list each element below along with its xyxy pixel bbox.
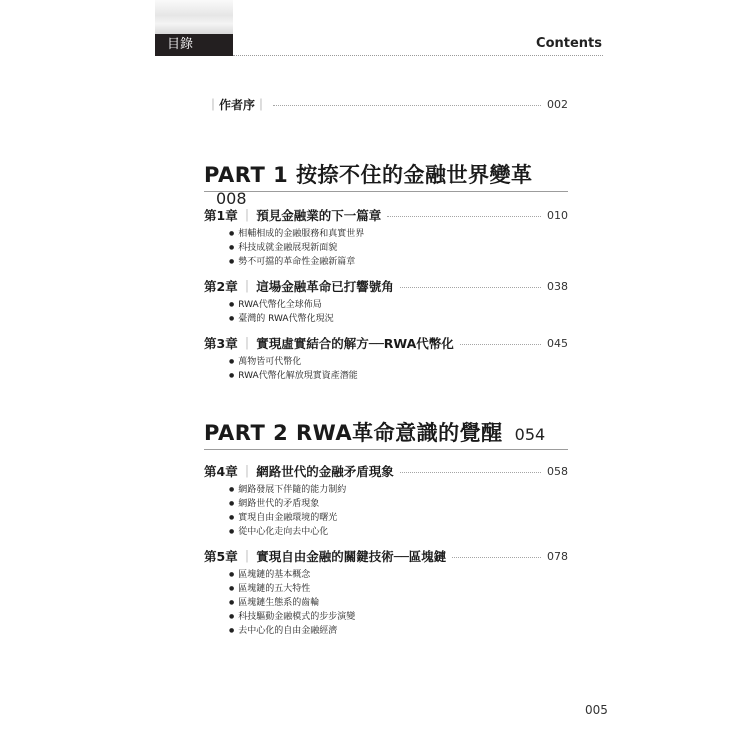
part-title: PART 1 按捺不住的金融世界變革 bbox=[204, 163, 533, 187]
part-page: 054 bbox=[514, 425, 546, 444]
chapter-number: 第4章 bbox=[204, 464, 238, 479]
chapter-title: 預見金融業的下一篇章 bbox=[256, 208, 382, 223]
chapter-heading: 第2章 ｜ 這場金融革命已打響號角 bbox=[204, 279, 394, 294]
header-decoration bbox=[155, 0, 233, 34]
dot-leader bbox=[460, 344, 541, 345]
chapter-number: 第2章 bbox=[204, 279, 238, 294]
section-item: ● 從中心化走向去中心化 bbox=[229, 524, 328, 537]
header-dotted-rule bbox=[233, 55, 603, 56]
section-item: ● 網路發展下伴隨的能力制約 bbox=[229, 482, 346, 495]
section-item: ● 勢不可擋的革命性金融新篇章 bbox=[229, 254, 355, 267]
chapter-entry-4[interactable] bbox=[204, 462, 568, 480]
dot-leader bbox=[400, 472, 541, 473]
section-item: ● 科技成就金融展現新面貌 bbox=[229, 240, 337, 253]
dot-leader bbox=[273, 105, 541, 106]
chapter-page: 038 bbox=[547, 279, 568, 293]
chapter-title: 實現自由金融的關鍵技術──區塊鏈 bbox=[256, 549, 447, 564]
chapter-page: 058 bbox=[547, 464, 568, 478]
contents-label: Contents bbox=[536, 36, 602, 51]
section-item: ● RWA代幣化全球佈局 bbox=[229, 297, 322, 310]
part-page: 008 bbox=[216, 189, 247, 208]
chapter-number: 第1章 bbox=[204, 208, 238, 223]
chapter-title: 實現虛實結合的解方──RWA代幣化 bbox=[256, 336, 454, 351]
chapter-entry-5[interactable] bbox=[204, 547, 568, 565]
chapter-title: 網路世代的金融矛盾現象 bbox=[256, 464, 394, 479]
chapter-entry-2[interactable] bbox=[204, 277, 568, 295]
section-item: ● 相輔相成的金融服務和真實世界 bbox=[229, 226, 364, 239]
page-number: 005 bbox=[585, 703, 608, 717]
section-item: ● 萬物皆可代幣化 bbox=[229, 354, 301, 367]
section-item: ● 臺灣的 RWA代幣化現況 bbox=[229, 311, 334, 324]
toc-tab-label: 目錄 bbox=[155, 34, 233, 56]
preface-entry[interactable] bbox=[207, 95, 568, 113]
chapter-page: 078 bbox=[547, 549, 568, 563]
chapter-title: 這場金融革命已打響號角 bbox=[256, 279, 394, 294]
part-title: PART 2 RWA革命意識的覺醒 bbox=[204, 421, 503, 445]
chapter-number: 第5章 bbox=[204, 549, 238, 564]
chapter-entry-1[interactable] bbox=[204, 206, 568, 224]
section-item: ● 區塊鏈的五大特性 bbox=[229, 581, 310, 594]
chapter-page: 045 bbox=[547, 336, 568, 350]
chapter-heading: 第3章 ｜ 實現虛實結合的解方──RWA代幣化 bbox=[204, 336, 454, 351]
section-item: ● 去中心化的自由金融經濟 bbox=[229, 623, 337, 636]
chapter-heading: 第4章 ｜ 網路世代的金融矛盾現象 bbox=[204, 464, 394, 479]
section-item: ● RWA代幣化解放現實資產潛能 bbox=[229, 368, 358, 381]
chapter-heading: 第5章 ｜ 實現自由金融的關鍵技術──區塊鏈 bbox=[204, 549, 447, 564]
chapter-page: 010 bbox=[547, 208, 568, 222]
chapter-number: 第3章 bbox=[204, 336, 238, 351]
preface-title: 作者序 bbox=[219, 97, 256, 112]
preface-page: 002 bbox=[547, 97, 568, 111]
dot-leader bbox=[400, 287, 541, 288]
section-item: ● 區塊鏈生態系的齒輪 bbox=[229, 595, 319, 608]
chapter-heading: 第1章 ｜ 預見金融業的下一篇章 bbox=[204, 208, 382, 223]
chapter-entry-3[interactable] bbox=[204, 334, 568, 352]
preface-label: ｜作者序｜ bbox=[207, 97, 268, 112]
part-heading-1[interactable] bbox=[204, 159, 568, 208]
part-heading-2[interactable] bbox=[204, 417, 568, 450]
section-item: ● 實現自由金融環境的曙光 bbox=[229, 510, 337, 523]
section-item: ● 科技驅動金融模式的步步演變 bbox=[229, 609, 355, 622]
dot-leader bbox=[452, 557, 541, 558]
dot-leader bbox=[387, 216, 541, 217]
section-item: ● 網路世代的矛盾現象 bbox=[229, 496, 319, 509]
section-item: ● 區塊鏈的基本概念 bbox=[229, 567, 310, 580]
